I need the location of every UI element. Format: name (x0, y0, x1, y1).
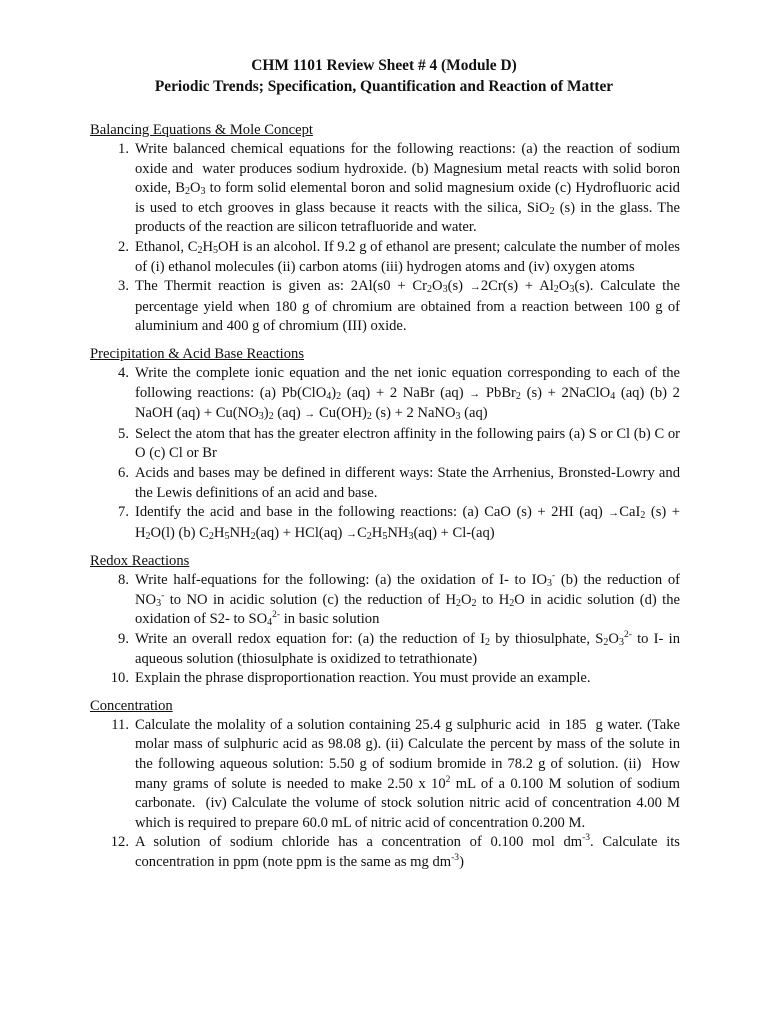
section (90, 121, 680, 337)
title-line-1: CHM 1101 Review Sheet # 4 (Module D) (251, 57, 517, 74)
section (90, 697, 680, 873)
section (90, 345, 680, 544)
question-item (90, 833, 680, 872)
section-heading: Redox Reactions (90, 553, 190, 570)
document-title (0, 55, 768, 97)
section-heading: Precipitation & Acid Base Reactions (90, 345, 304, 362)
question-text: Write an overall redox equation for: (a) the reduction of $I_2$ by thiosulphate, $S_2O_3^{2-}$ to I- in aqueous solution (thiosulphate is oxidized to tetrathionate) (135, 630, 680, 667)
question-item (90, 669, 680, 689)
question-number: 8. (118, 572, 129, 589)
question-number: 5. (118, 425, 129, 442)
question-item (90, 503, 680, 544)
question-number: 2. (118, 238, 129, 255)
question-text: Acids and bases may be defined in different ways: State the Arrhenius, Bronsted-Lowry and the Lewis definitions of an acid and base. (135, 464, 680, 501)
section (90, 552, 680, 689)
question-number: 11. (111, 716, 129, 733)
section-heading: Concentration (90, 697, 173, 714)
question-text: The Thermit reaction is given as: $2Al(s0 + Cr_2O_3(s) \to 2Cr(s) + Al_2O_3(s)$. Calculate the percentage yield when 180 g of chromium are obtained from a reaction between 100 g of aluminium and 400 g of chromium (III) oxide. (135, 278, 680, 335)
question-text: Write the complete ionic equation and the net ionic equation corresponding to each of the following reactions: (a) $Pb(ClO_4)_2$ (aq) + 2 NaBr (aq) → PbBr$_2$ (s) + 2NaClO$_4$ (aq) (b) 2 NaOH $(aq) + Cu(NO_3)_2$ $(aq) \to Cu(OH)_2$ (s) + 2 NaNO$_3$ (aq) (135, 364, 680, 423)
title-line-2: Periodic Trends; Specification, Quantification and Reaction of Matter (154, 78, 614, 95)
question-text: Calculate the molality of a solution containing 25.4 g sulphuric acid in 185 g water. (Take molar mass of sulphuric acid as 98.08 g). (ii) Calculate the percent by mass of the solute in the following aqueous solution: 5.50 g of sodium bromide in 78.2 g of solution. (ii) How many grams of solute is needed to make 2.50 x $10^2$ mL of a 0.100 M solution of sodium carbonate. (iv) Calculate the volume of stock solution nitric acid of concentration 4.00 M which is required to prepare 60.0 mL of nitric acid of concentration 0.200 M. (135, 716, 680, 831)
question-item (90, 364, 680, 425)
question-number: 1. (118, 141, 129, 157)
document-body (90, 121, 680, 881)
question-text: Ethanol, $C_2H_5OH$ is an alcohol. If 9.2 g of ethanol are present; calculate the number of moles of (i) ethanol molecules (ii) carbon atoms (iii) hydrogen atoms and (iv) oxygen atoms (135, 238, 680, 275)
question-item (90, 464, 680, 503)
question-number: 10. (110, 670, 129, 687)
question-number: 12. (110, 834, 129, 851)
question-text: Write half-equations for the following: (a) the oxidation of I- to $IO_3^-$ (b) the reduction of $NO_3^-$ to NO in acidic solution (c) the reduction of $H_2O_2$ to $H_2O$ in acidic solution (d) the oxidation of S2- to $SO_4^{2-}$ in basic solution (135, 571, 681, 629)
question-text: A solution of sodium chloride has a concentration of 0.100 mol $dm^{-3}$. Calculate its concentration in ppm (note ppm is the same as mg $dm^{-3}$) (135, 833, 680, 870)
question-item (90, 140, 680, 238)
question-item (90, 630, 680, 669)
question-number: 9. (118, 631, 129, 648)
question-text: Explain the phrase disproportionation reaction. You must provide an example. (135, 670, 591, 687)
question-item (90, 277, 680, 337)
question-text: Select the atom that has the greater electron affinity in the following pairs (a) S or Cl (b) C or O (c) Cl or Br (135, 425, 680, 462)
question-number: 4. (118, 364, 129, 381)
section-heading: Balancing Equations & Mole Concept (90, 122, 313, 138)
question-item (90, 571, 680, 630)
question-item (90, 238, 680, 277)
question-number: 7. (118, 504, 129, 521)
question-item (90, 425, 680, 464)
question-text: Identify the acid and base in the following reactions: (a) CaO (s) + 2HI (aq) →CaI$_2$ $(s) + H_2O(l)$ (b) $C_2H_5NH_2(aq) + HCl(aq) \to C_2H_5NH_3(aq) + Cl-(aq)$ (135, 504, 680, 542)
question-number: 6. (118, 464, 129, 481)
question-item (90, 716, 680, 834)
question-text: Write balanced chemical equations for the following reactions: (a) the reaction of sodium oxide and water produces sodium hydroxide. (b) Magnesium metal reacts with solid boron oxide, $B_2O_3$ to form solid elemental boron and solid magnesium oxide (c) Hydrofluoric acid is used to etch grooves in glass because it reacts with the silica, SiO$_2$ (s) in the glass. The products of the reaction are silicon tetrafluoride and water. (135, 141, 680, 236)
question-number: 3. (118, 278, 129, 295)
